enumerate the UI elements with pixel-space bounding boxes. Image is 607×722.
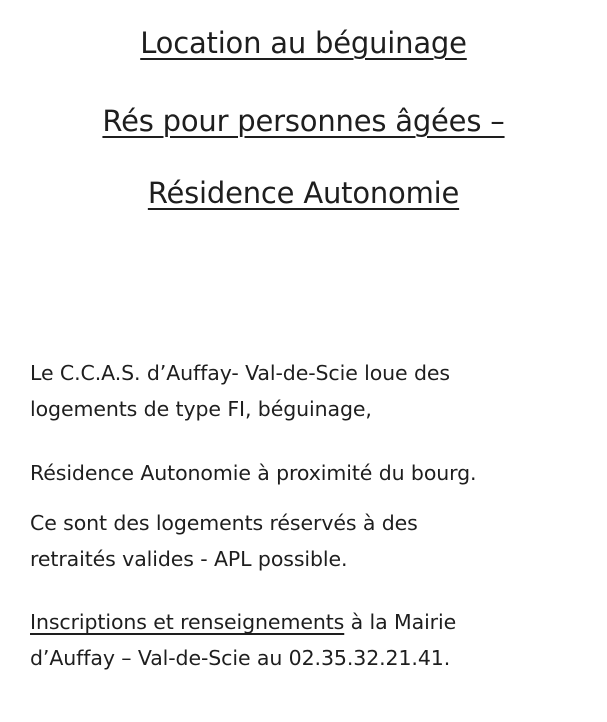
title-line-3 (0, 173, 607, 213)
eligibility-paragraph (30, 505, 600, 577)
location-paragraph (30, 455, 600, 491)
eligibility-line-1: Ce sont des logements réservés à des (30, 511, 418, 535)
title-line-1-text: Location au béguinage (140, 26, 467, 60)
title-line-2-text: Rés pour personnes âgées – (102, 104, 505, 138)
intro-line-2: logements de type FI, béguinage, (30, 397, 372, 421)
contact-line-1 (30, 604, 600, 640)
title-line-3-text: Résidence Autonomie (147, 176, 460, 210)
registration-label: Inscriptions et renseignements (30, 610, 345, 634)
location-line: Résidence Autonomie à proximité du bourg. (30, 461, 477, 485)
contact-line-2: d’Auffay – Val-de-Scie au 02.35.32.21.41. (30, 646, 451, 670)
contact-paragraph (30, 604, 600, 676)
intro-line-1: Le C.C.A.S. d’Auffay- Val-de-Scie loue des (30, 361, 450, 385)
intro-paragraph (30, 355, 600, 427)
title-line-1 (0, 23, 607, 63)
eligibility-line-2: retraités valides - APL possible. (30, 547, 348, 571)
contact-line-1-rest: à la Mairie (344, 610, 457, 634)
title-line-2 (0, 101, 607, 141)
